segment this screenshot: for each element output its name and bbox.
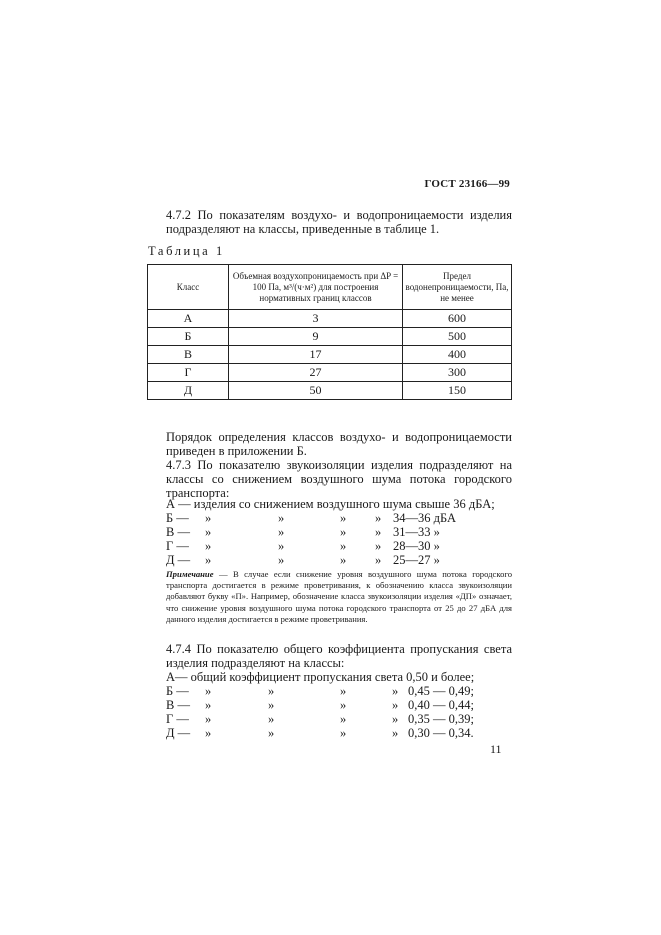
cell-class: А bbox=[148, 310, 229, 328]
ditto-mark: » bbox=[278, 553, 285, 567]
sound-class-value: 34—36 дБА bbox=[393, 511, 457, 525]
cell-class: Б bbox=[148, 328, 229, 346]
paragraph-4-7-4: 4.7.4 По показателю общего коэффициента пропускания света изделия подразделяют на классы: bbox=[166, 642, 512, 670]
ditto-mark: » bbox=[268, 684, 275, 698]
cell-air: 50 bbox=[229, 382, 403, 400]
ditto-mark: » bbox=[392, 684, 399, 698]
cell-water: 600 bbox=[403, 310, 512, 328]
paragraph-order: Порядок определения классов воздухо- и водопроницаемости приведен в приложении Б. bbox=[166, 430, 512, 458]
ditto-mark: » bbox=[205, 539, 212, 553]
ditto-mark: » bbox=[392, 726, 399, 740]
document-code-header: ГОСТ 23166—99 bbox=[424, 178, 510, 190]
sound-class-label: Б — bbox=[166, 511, 189, 525]
cell-air: 9 bbox=[229, 328, 403, 346]
cell-air: 27 bbox=[229, 364, 403, 382]
table-row bbox=[148, 364, 512, 382]
ditto-mark: » bbox=[340, 698, 347, 712]
sound-class-label: В — bbox=[166, 525, 190, 539]
cell-air: 17 bbox=[229, 346, 403, 364]
ditto-mark: » bbox=[340, 525, 347, 539]
ditto-mark: » bbox=[278, 539, 285, 553]
sound-class-label: Д — bbox=[166, 553, 191, 567]
ditto-mark: » bbox=[205, 511, 212, 525]
paragraph-4-7-2: 4.7.2 По показателям воздухо- и водопроницаемости изделия подразделяют на классы, приведенные в таблице 1. bbox=[166, 208, 512, 236]
ditto-mark: » bbox=[392, 698, 399, 712]
paragraph-4-7-3: 4.7.3 По показателю звукоизоляции изделия подразделяют на классы со снижением воздушного шума потока городского транспорта: bbox=[166, 458, 512, 500]
ditto-mark: » bbox=[340, 553, 347, 567]
note-block bbox=[166, 569, 512, 625]
ditto-mark: » bbox=[278, 525, 285, 539]
sound-class-a: А — изделия со снижением воздушного шума свыше 36 дБА; bbox=[166, 497, 495, 511]
light-class-label: Г — bbox=[166, 712, 189, 726]
ditto-mark: » bbox=[375, 525, 382, 539]
ditto-mark: » bbox=[205, 726, 212, 740]
sound-class-value: 28—30 » bbox=[393, 539, 440, 553]
page-number: 11 bbox=[490, 742, 502, 756]
table-row bbox=[148, 346, 512, 364]
ditto-mark: » bbox=[205, 553, 212, 567]
ditto-mark: » bbox=[340, 684, 347, 698]
light-class-value: 0,35 — 0,39; bbox=[408, 712, 474, 726]
cell-water: 500 bbox=[403, 328, 512, 346]
ditto-mark: » bbox=[375, 539, 382, 553]
table-header-row bbox=[148, 265, 512, 310]
ditto-mark: » bbox=[268, 712, 275, 726]
ditto-mark: » bbox=[278, 511, 285, 525]
cell-water: 300 bbox=[403, 364, 512, 382]
ditto-mark: » bbox=[205, 684, 212, 698]
ditto-mark: » bbox=[392, 712, 399, 726]
light-class-value: 0,45 — 0,49; bbox=[408, 684, 474, 698]
header-class: Класс bbox=[148, 265, 229, 310]
light-class-label: Д — bbox=[166, 726, 191, 740]
table-row bbox=[148, 310, 512, 328]
sound-class-value: 25—27 » bbox=[393, 553, 440, 567]
cell-air: 3 bbox=[229, 310, 403, 328]
classes-table bbox=[147, 264, 512, 400]
ditto-mark: » bbox=[205, 698, 212, 712]
ditto-mark: » bbox=[268, 698, 275, 712]
cell-class: В bbox=[148, 346, 229, 364]
cell-class: Д bbox=[148, 382, 229, 400]
light-class-value: 0,40 — 0,44; bbox=[408, 698, 474, 712]
table-caption: Таблица 1 bbox=[148, 244, 225, 258]
ditto-mark: » bbox=[205, 712, 212, 726]
cell-class: Г bbox=[148, 364, 229, 382]
light-class-label: Б — bbox=[166, 684, 189, 698]
ditto-mark: » bbox=[340, 539, 347, 553]
note-label: Примечание bbox=[166, 569, 214, 579]
sound-class-value: 31—33 » bbox=[393, 525, 440, 539]
ditto-mark: » bbox=[340, 511, 347, 525]
header-air-permeability: Объемная воздухопроницаемость при ΔP = 100 Па, м³/(ч·м²) для построения нормативных границ классов bbox=[229, 265, 403, 310]
table-row bbox=[148, 328, 512, 346]
ditto-mark: » bbox=[205, 525, 212, 539]
light-class-a: А— общий коэффициент пропускания света 0,50 и более; bbox=[166, 670, 475, 684]
ditto-mark: » bbox=[375, 511, 382, 525]
light-class-label: В — bbox=[166, 698, 190, 712]
ditto-mark: » bbox=[340, 712, 347, 726]
cell-water: 400 bbox=[403, 346, 512, 364]
cell-water: 150 bbox=[403, 382, 512, 400]
header-water-tightness: Предел водонепроницаемости, Па, не менее bbox=[403, 265, 512, 310]
sound-class-label: Г — bbox=[166, 539, 189, 553]
table-row bbox=[148, 382, 512, 400]
ditto-mark: » bbox=[268, 726, 275, 740]
light-class-value: 0,30 — 0,34. bbox=[408, 726, 474, 740]
ditto-mark: » bbox=[340, 726, 347, 740]
note-text: — В случае если снижение уровня воздушного шума потока городского транспорта достигается в режиме проветривания, к обозначению класса звукоизоляции добавляют букву «П». Например, обозначение класса звукоизоляции изделия «ДП» означает, что снижение уровня воздушного шума потока городского транспорта от 25 до 27 дБА для данного изделия достигается в режиме проветривания. bbox=[166, 569, 512, 624]
ditto-mark: » bbox=[375, 553, 382, 567]
